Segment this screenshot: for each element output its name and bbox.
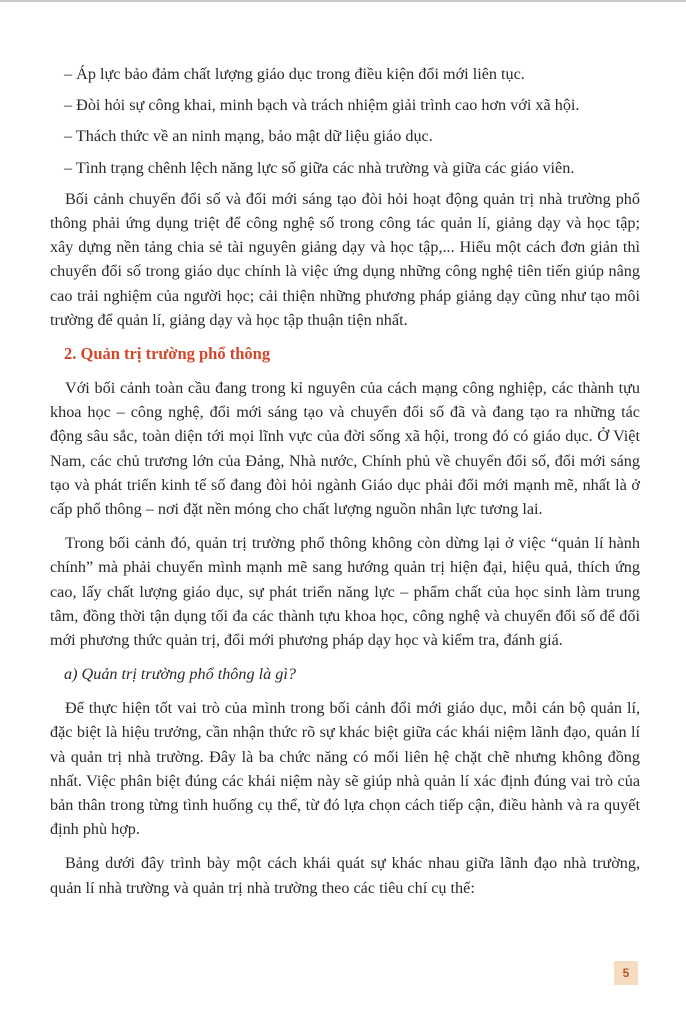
bullet-item: – Tình trạng chênh lệch năng lực số giữa các nhà trường và giữa các giáo viên.: [64, 158, 575, 177]
page-content: [50, 62, 640, 900]
page-number: 5: [614, 961, 638, 985]
paragraph: Trong bối cảnh đó, quản trị trường phổ thông không còn dừng lại ở việc “quản lí hành chính” mà phải chuyển mình mạnh mẽ sang hướng quản trị hiện đại, hiệu quả, thích ứng cao, lấy chất lượng giáo dục, sự phát triển năng lực – phẩm chất của học sinh làm trung tâm, đồng thời tận dụng tối đa các thành tựu khoa học, công nghệ và chuyển đổi số để đổi mới phương thức quản trị, đổi mới phương pháp dạy học và kiểm tra, đánh giá.: [50, 534, 640, 650]
paragraph: Với bối cảnh toàn cầu đang trong kỉ nguyên của cách mạng công nghiệp, các thành tựu khoa học – công nghệ, đổi mới sáng tạo và chuyển đổi số đã và đang tạo ra những tác động sâu sắc, toàn diện tới mọi lĩnh vực của đời sống xã hội, trong đó có giáo dục. Ở Việt Nam, các chủ trương lớn của Đảng, Nhà nước, Chính phủ về chuyển đổi số, đổi mới sáng tạo và phát triển kinh tế số đang đòi hỏi ngành Giáo dục phải đổi mới mạnh mẽ, nhất là ở cấp phổ thông – nơi đặt nền móng cho chất lượng nguồn nhân lực tương lai.: [50, 379, 640, 519]
bullet-item: – Thách thức về an ninh mạng, bảo mật dữ liệu giáo dục.: [64, 127, 433, 146]
section-heading: 2. Quản trị trường phổ thông: [64, 344, 271, 364]
subheading: a) Quản trị trường phổ thông là gì?: [64, 665, 296, 684]
bullet-item: – Áp lực bảo đảm chất lượng giáo dục trong điều kiện đổi mới liên tục.: [64, 65, 525, 83]
top-rule: [0, 0, 686, 2]
paragraph: Để thực hiện tốt vai trò của mình trong bối cảnh đổi mới giáo dục, mỗi cán bộ quản lí, đặc biệt là hiệu trưởng, cần nhận thức rõ sự khác biệt giữa các khái niệm lãnh đạo, quản lí và quản trị nhà trường. Đây là ba chức năng có mối liên hệ chặt chẽ nhưng không đồng nhất. Việc phân biệt đúng các khái niệm này sẽ giúp nhà quản lí xác định đúng vai trò của bản thân trong từng tình huống cụ thể, từ đó lựa chọn cách tiếp cận, điều hành và ra quyết định phù hợp.: [50, 699, 640, 839]
paragraph: Bối cảnh chuyển đổi số và đổi mới sáng tạo đòi hỏi hoạt động quản trị nhà trường phổ thông phải ứng dụng triệt để công nghệ số trong công tác quản lí, giảng dạy và học tập; xây dựng nền tảng chia sẻ tài nguyên giảng dạy và học tập,... Hiểu một cách đơn giản thì chuyển đổi số trong giáo dục chính là việc ứng dụng những công nghệ tiên tiến giúp nâng cao trải nghiệm của người học; cải thiện những phương pháp giảng dạy cũng như tạo môi trường để quản lí, giảng dạy và học tập thuận tiện nhất.: [50, 189, 640, 329]
bullet-item: – Đòi hỏi sự công khai, minh bạch và trách nhiệm giải trình cao hơn với xã hội.: [64, 96, 580, 115]
paragraph: Bảng dưới đây trình bày một cách khái quát sự khác nhau giữa lãnh đạo nhà trường, quản lí nhà trường và quản trị nhà trường theo các tiêu chí cụ thể:: [50, 854, 640, 897]
